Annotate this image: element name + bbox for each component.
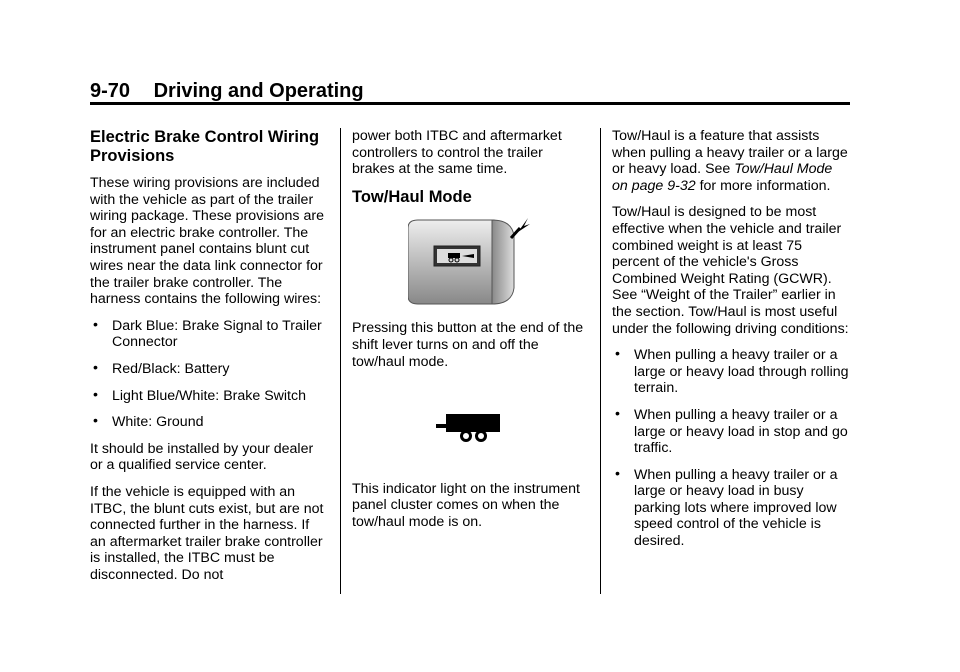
cross-reference-link[interactable]: Tow/Haul Mode on page 9-32 xyxy=(612,161,833,194)
list-item: • Red/Black: Battery xyxy=(93,359,230,377)
itbc-continued: power both ITBC and aftermarket controllers to control the trailer brakes at the same time. xyxy=(352,128,562,178)
column-divider-1 xyxy=(340,128,341,594)
bullet-icon: • xyxy=(93,413,98,430)
conditions-list xyxy=(612,347,852,550)
list-item: • Dark Blue: Brake Signal to Trailer Connector xyxy=(93,316,322,351)
section-title: Driving and Operating xyxy=(153,80,364,102)
bullet-icon: • xyxy=(615,465,620,482)
install-note: It should be installed by your dealer or a qualified service center. xyxy=(90,440,314,474)
button-description: Pressing this button at the end of the shift lever turns on and off the tow/haul mode. xyxy=(352,320,584,370)
list-item: • When pulling a heavy trailer or a large or heavy load through rolling terrain. xyxy=(615,346,849,397)
list-item: • When pulling a heavy trailer or a large or heavy load in stop and go traffic. xyxy=(615,405,848,457)
bullet-icon: • xyxy=(93,316,98,333)
indicator-description: This indicator light on the instrument panel cluster comes on when the tow/haul mode is on. xyxy=(352,480,580,530)
bullet-icon: • xyxy=(615,346,620,363)
tow-haul-shift-lever-button-icon xyxy=(408,216,588,313)
bullet-icon: • xyxy=(93,359,98,376)
tow-haul-effectiveness: Tow/Haul is designed to be most effective when the vehicle and trailer combined weight is at least 75 percent of the vehicle's Gross Combined Weight Rating (GCWR). See “Weight of the Trailer” earlier in the section. Tow/Haul is most useful under the following driving conditions: xyxy=(612,204,849,337)
column-3 xyxy=(612,128,852,560)
tow-haul-heading: Tow/Haul Mode xyxy=(352,187,472,206)
itbc-note: If the vehicle is equipped with an ITBC, the blunt cuts exist, but are not connected further in the harness. If an aftermarket trailer brake controller is installed, the ITBC must be disconnected. Do not xyxy=(90,483,324,583)
page-number: 9-70 xyxy=(90,80,131,102)
list-item: • When pulling a heavy trailer or a large or heavy load in busy parking lots where improved low speed control of the vehicle is desired. xyxy=(615,465,838,550)
list-item: • Light Blue/White: Brake Switch xyxy=(93,386,306,404)
bullet-icon: • xyxy=(615,405,620,422)
page-header xyxy=(90,80,364,103)
bullet-icon: • xyxy=(93,386,98,403)
electric-brake-heading: Electric Brake Control Wiring Provisions xyxy=(90,128,320,165)
wiring-intro: These wiring provisions are included with the vehicle as part of the trailer wiring package. These provisions are for an electric brake controller. The instrument panel contains blunt cut wires near the data link connector for the trailer brake controller. The harness contains the following wires: xyxy=(90,175,324,308)
tow-haul-indicator-icon xyxy=(436,412,588,451)
column-1 xyxy=(90,128,328,593)
tow-haul-intro: Tow/Haul is a feature that assists when pulling a heavy trailer or a large or heavy load. See Tow/Haul Mode on page 9-32 for more information. xyxy=(612,128,848,194)
column-2 xyxy=(352,128,588,541)
wire-list xyxy=(90,318,328,431)
column-divider-2 xyxy=(600,128,601,594)
list-item: • White: Ground xyxy=(93,413,204,431)
header-rule xyxy=(90,102,850,105)
